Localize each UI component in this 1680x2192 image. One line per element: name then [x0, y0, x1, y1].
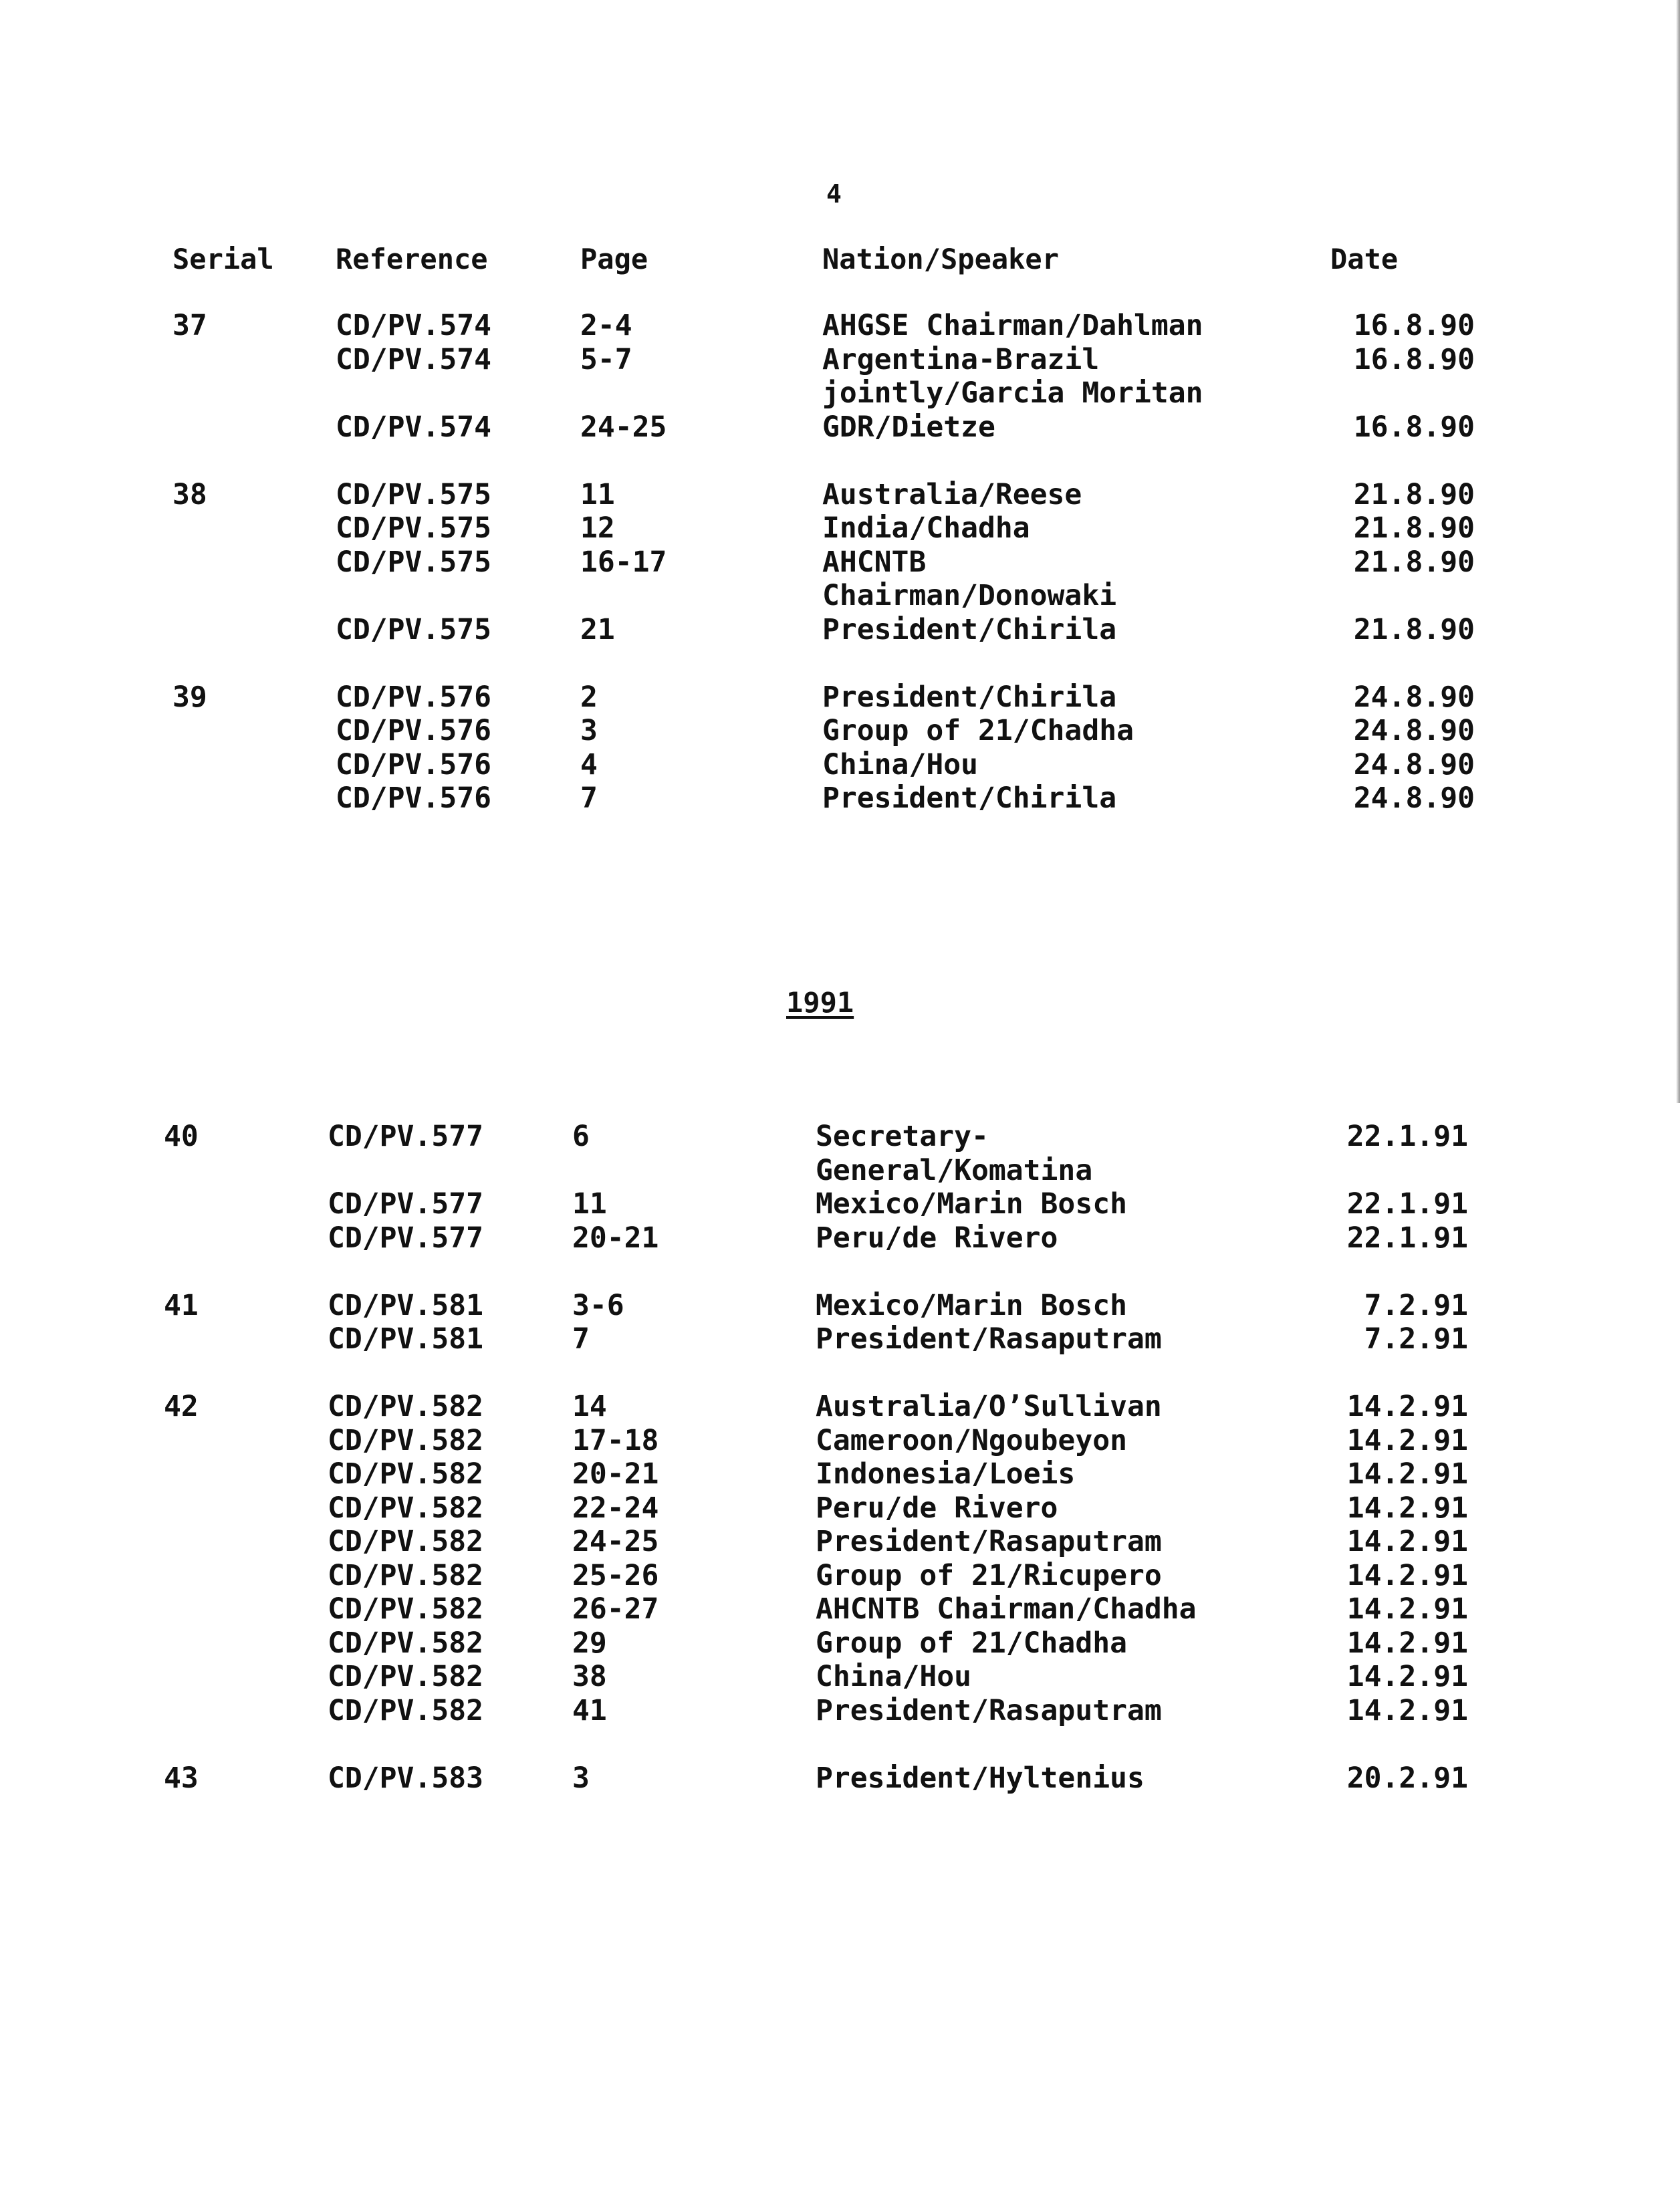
page-cell: 14 [572, 1390, 607, 1423]
page-cell: 6 [572, 1120, 590, 1153]
serial-number: 43 [164, 1761, 199, 1795]
reference-cell: CD/PV.576 [336, 714, 491, 747]
date-cell: 16.8.90 [1353, 342, 1475, 376]
nation-speaker-cell: Chairman/Donowaki [822, 579, 1117, 612]
reference-cell: CD/PV.575 [336, 477, 491, 511]
nation-speaker-cell: President/Rasaputram [816, 1525, 1162, 1558]
reference-cell: CD/PV.583 [328, 1761, 483, 1795]
reference-cell: CD/PV.575 [336, 612, 491, 646]
page-cell: 3 [580, 714, 598, 747]
nation-speaker-cell: jointly/Garcia Moritan [822, 376, 1203, 410]
reference-cell: CD/PV.582 [328, 1423, 483, 1457]
date-cell: 14.2.91 [1346, 1491, 1468, 1525]
date-cell: 24.8.90 [1353, 747, 1475, 781]
nation-speaker-cell: AHCNTB Chairman/Chadha [816, 1592, 1197, 1626]
date-cell: 14.2.91 [1346, 1423, 1468, 1457]
reference-cell: CD/PV.575 [336, 545, 491, 579]
nation-speaker-cell: Indonesia/Loeis [816, 1457, 1076, 1491]
nation-speaker-cell: India/Chadha [822, 511, 1030, 545]
page-cell: 7 [572, 1322, 590, 1356]
page-cell: 11 [580, 477, 615, 511]
page-cell: 3 [572, 1761, 590, 1795]
reference-cell: CD/PV.582 [328, 1525, 483, 1558]
date-cell: 14.2.91 [1346, 1390, 1468, 1423]
date-cell: 21.8.90 [1353, 545, 1475, 579]
date-cell: 21.8.90 [1353, 511, 1475, 545]
reference-cell: CD/PV.582 [328, 1693, 483, 1727]
nation-speaker-cell: AHGSE Chairman/Dahlman [822, 309, 1203, 342]
date-cell: 22.1.91 [1346, 1120, 1468, 1153]
nation-speaker-cell: Secretary- [816, 1120, 989, 1153]
header-nation-speaker: Nation/Speaker [822, 243, 1060, 275]
reference-cell: CD/PV.576 [336, 781, 491, 815]
serial-number: 40 [164, 1120, 199, 1153]
reference-cell: CD/PV.582 [328, 1457, 483, 1491]
nation-speaker-cell: China/Hou [816, 1660, 971, 1693]
date-cell: 20.2.91 [1346, 1761, 1468, 1795]
page-cell: 20-21 [572, 1221, 659, 1255]
date-cell: 7.2.91 [1364, 1322, 1468, 1356]
reference-cell: CD/PV.582 [328, 1660, 483, 1693]
nation-speaker-cell: China/Hou [822, 747, 978, 781]
page-cell: 16-17 [580, 545, 667, 579]
date-cell: 7.2.91 [1364, 1288, 1468, 1322]
page-cell: 2-4 [580, 309, 632, 342]
page-cell: 25-26 [572, 1558, 659, 1592]
nation-speaker-cell: Argentina-Brazil [822, 342, 1100, 376]
nation-speaker-cell: Group of 21/Chadha [822, 714, 1134, 747]
reference-cell: CD/PV.577 [328, 1120, 483, 1153]
reference-cell: CD/PV.574 [336, 410, 491, 444]
reference-cell: CD/PV.582 [328, 1558, 483, 1592]
nation-speaker-cell: President/Chirila [822, 612, 1117, 646]
serial-number: 42 [164, 1390, 199, 1423]
year-heading: 1991 [786, 986, 854, 1019]
page-cell: 41 [572, 1693, 607, 1727]
nation-speaker-cell: GDR/Dietze [822, 410, 995, 444]
reference-cell: CD/PV.575 [336, 511, 491, 545]
reference-cell: CD/PV.581 [328, 1322, 483, 1356]
nation-speaker-cell: Peru/de Rivero [816, 1491, 1058, 1525]
date-cell: 16.8.90 [1353, 309, 1475, 342]
date-cell: 21.8.90 [1353, 477, 1475, 511]
nation-speaker-cell: President/Hyltenius [816, 1761, 1145, 1795]
date-cell: 14.2.91 [1346, 1693, 1468, 1727]
date-cell: 14.2.91 [1346, 1626, 1468, 1660]
serial-number: 41 [164, 1288, 199, 1322]
reference-cell: CD/PV.582 [328, 1491, 483, 1525]
header-page: Page [580, 243, 648, 275]
serial-number: 37 [172, 309, 207, 342]
nation-speaker-cell: AHCNTB [822, 545, 927, 579]
nation-speaker-cell: Australia/Reese [822, 477, 1082, 511]
nation-speaker-cell: Cameroon/Ngoubeyon [816, 1423, 1127, 1457]
nation-speaker-cell: Group of 21/Chadha [816, 1626, 1127, 1660]
page-cell: 2 [580, 680, 598, 714]
serial-number: 39 [172, 680, 207, 714]
date-cell: 24.8.90 [1353, 714, 1475, 747]
header-reference: Reference [336, 243, 488, 275]
reference-cell: CD/PV.576 [336, 680, 491, 714]
nation-speaker-cell: Mexico/Marin Bosch [816, 1187, 1127, 1221]
reference-cell: CD/PV.577 [328, 1221, 483, 1255]
date-cell: 14.2.91 [1346, 1525, 1468, 1558]
date-cell: 14.2.91 [1346, 1457, 1468, 1491]
nation-speaker-cell: Australia/O’Sullivan [816, 1390, 1162, 1423]
date-cell: 22.1.91 [1346, 1221, 1468, 1255]
header-serial: Serial [172, 243, 274, 275]
page-cell: 26-27 [572, 1592, 659, 1626]
nation-speaker-cell: Group of 21/Ricupero [816, 1558, 1162, 1592]
nation-speaker-cell: Mexico/Marin Bosch [816, 1288, 1127, 1322]
date-cell: 22.1.91 [1346, 1187, 1468, 1221]
page-cell: 24-25 [580, 410, 667, 444]
reference-cell: CD/PV.576 [336, 747, 491, 781]
page-cell: 24-25 [572, 1525, 659, 1558]
page-number: 4 [826, 179, 842, 209]
date-cell: 16.8.90 [1353, 410, 1475, 444]
page-cell: 38 [572, 1660, 607, 1693]
nation-speaker-cell: President/Chirila [822, 680, 1117, 714]
date-cell: 24.8.90 [1353, 781, 1475, 815]
nation-speaker-cell: General/Komatina [816, 1153, 1093, 1187]
date-cell: 24.8.90 [1353, 680, 1475, 714]
reference-cell: CD/PV.577 [328, 1187, 483, 1221]
scan-edge [1676, 0, 1680, 1103]
reference-cell: CD/PV.581 [328, 1288, 483, 1322]
header-date: Date [1330, 243, 1399, 275]
nation-speaker-cell: President/Chirila [822, 781, 1117, 815]
date-cell: 14.2.91 [1346, 1558, 1468, 1592]
date-cell: 14.2.91 [1346, 1592, 1468, 1626]
page-cell: 3-6 [572, 1288, 624, 1322]
nation-speaker-cell: President/Rasaputram [816, 1693, 1162, 1727]
page-cell: 29 [572, 1626, 607, 1660]
reference-cell: CD/PV.574 [336, 342, 491, 376]
page-cell: 21 [580, 612, 615, 646]
nation-speaker-cell: President/Rasaputram [816, 1322, 1162, 1356]
page-cell: 22-24 [572, 1491, 659, 1525]
reference-cell: CD/PV.582 [328, 1626, 483, 1660]
nation-speaker-cell: Peru/de Rivero [816, 1221, 1058, 1255]
page-cell: 4 [580, 747, 598, 781]
page-cell: 17-18 [572, 1423, 659, 1457]
reference-cell: CD/PV.582 [328, 1390, 483, 1423]
date-cell: 14.2.91 [1346, 1660, 1468, 1693]
serial-number: 38 [172, 477, 207, 511]
page-cell: 7 [580, 781, 598, 815]
reference-cell: CD/PV.582 [328, 1592, 483, 1626]
page-cell: 5-7 [580, 342, 632, 376]
date-cell: 21.8.90 [1353, 612, 1475, 646]
reference-cell: CD/PV.574 [336, 309, 491, 342]
page-cell: 11 [572, 1187, 607, 1221]
page-cell: 20-21 [572, 1457, 659, 1491]
page-cell: 12 [580, 511, 615, 545]
